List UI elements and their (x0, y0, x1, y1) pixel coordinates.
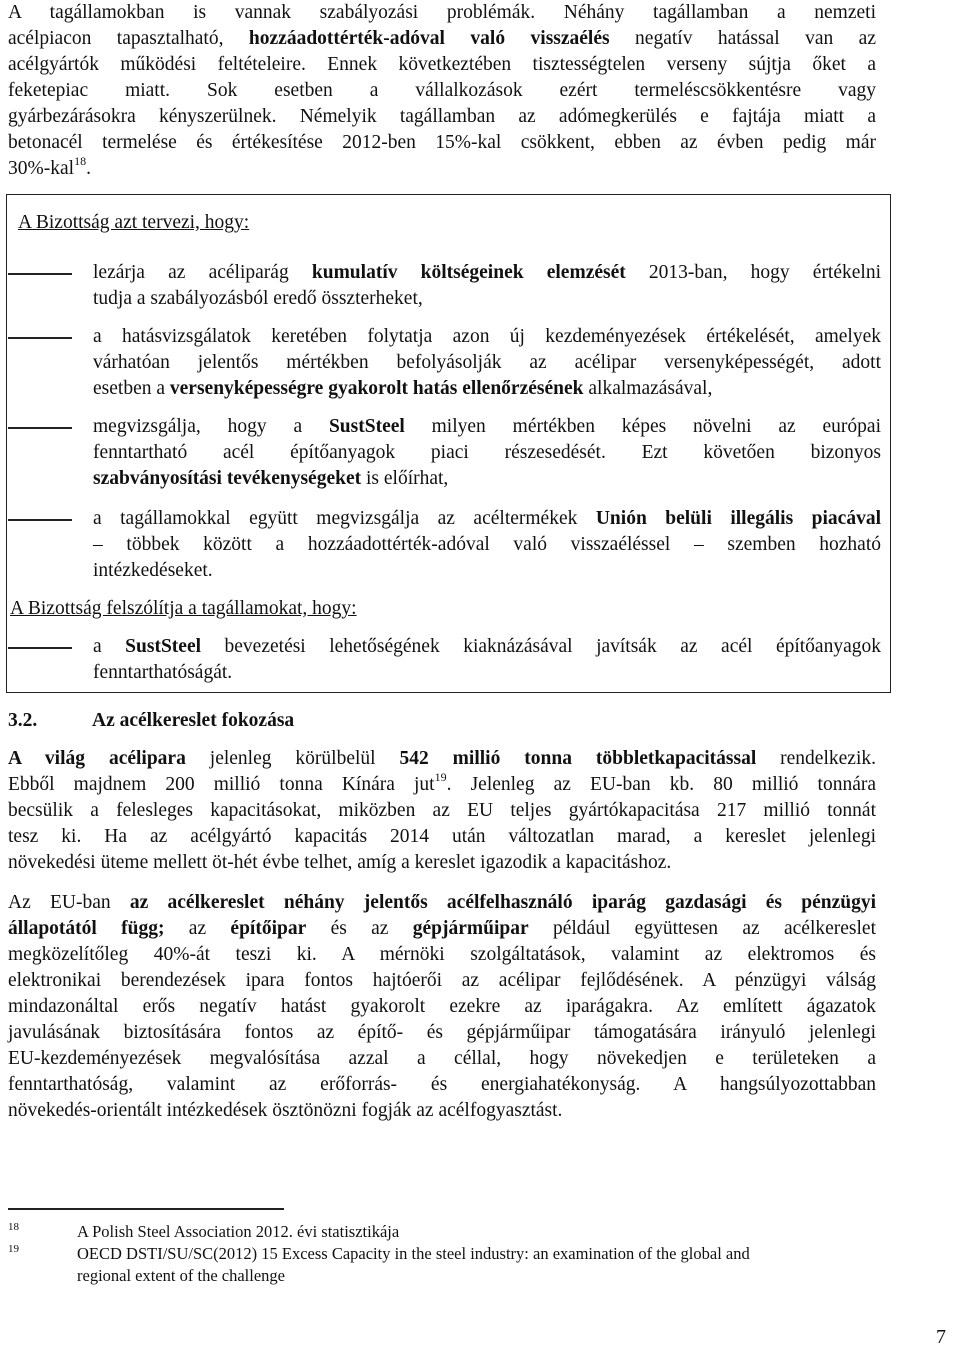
section-title (92, 708, 294, 734)
text: acélpiacon tapasztalható, (8, 28, 249, 49)
bullet-2-line-2 (93, 350, 881, 376)
emphasis-construction: építőipar (230, 918, 307, 939)
emphasis-competitiveness-check: versenyképességre gyakorolt hatás ellenőrzésének (169, 378, 584, 399)
footnote-ref-18[interactable]: 18 (74, 154, 87, 168)
dash-bullet-2 (8, 324, 72, 350)
emphasis-vat-abuse: hozzáadottérték-adóval való visszaélés (248, 28, 610, 49)
para2-line-9 (8, 1098, 562, 1124)
text: megközelítőleg 40%-át teszi ki. A mérnöki szolgáltatások, valamint az elektromos és (8, 944, 876, 965)
footnote-separator (8, 1208, 284, 1210)
box-heading-plans (18, 210, 249, 236)
bullet-3-line-2 (93, 440, 881, 466)
text: fenntarthatóság, valamint az erőforrás- és energiahatékonyság. A hangsúlyozottabban (8, 1074, 876, 1095)
bullet-3-line-1 (93, 414, 881, 440)
text: fenntarthatóságát. (93, 662, 233, 683)
dash-bullet-3 (8, 414, 72, 440)
footnote-19-text-line-1: OECD DSTI/SU/SC(2012) 15 Excess Capacity in the steel industry: an examination of the global and (77, 1244, 750, 1263)
intro-line-6 (8, 130, 876, 156)
text: növekedési üteme mellett öt-hét évbe telhet, amíg a kereslet igazodik a kapacitáshoz. (8, 852, 672, 873)
emphasis-overcapacity: 542 millió tonna többletkapacitással (399, 748, 757, 769)
intro-line-7 (8, 156, 91, 182)
box-heading-calls (10, 596, 357, 622)
text: 2013-ban, hogy értékelni (625, 262, 881, 283)
text: és az (306, 918, 413, 939)
para2-line-8 (8, 1072, 876, 1098)
text: A Bizottság felszólítja a tagállamokat, hogy: (10, 598, 357, 619)
text: A tagállamokban is vannak szabályozási problémák. Néhány tagállamban a nemzeti (8, 2, 876, 23)
bullet-4-line-1 (93, 506, 881, 532)
intro-line-4 (8, 78, 876, 104)
footnote-18-text: A Polish Steel Association 2012. évi statisztikája (77, 1222, 400, 1241)
bullet-2-line-1 (93, 324, 881, 350)
text: acélgyártók működési feltételeire. Ennek következtében tisztességtelen verseny sújtja őket a (8, 54, 876, 75)
text: 30%-kal (8, 158, 75, 179)
emphasis-suststeel: SustSteel (328, 416, 405, 437)
dash-bullet-1 (8, 260, 72, 286)
bullet-4-line-2 (93, 532, 881, 558)
text: az (164, 918, 231, 939)
dash-bullet-5 (8, 634, 72, 660)
text: EU-kezdeményezések megvalósítása azzal a céllal, hogy növekedjen e területeken a (8, 1048, 876, 1069)
intro-line-2 (8, 26, 876, 52)
emphasis-illegal-market: Unión belüli illegális piacával (595, 508, 881, 529)
text: javulásának biztosítására fontos az építő- és gépjárműipar támogatására irányuló jelenlegi (8, 1022, 876, 1043)
bullet-5-line-1 (93, 634, 881, 660)
text: a tagállamokkal együtt megvizsgálja az acéltermékek (93, 508, 596, 529)
text: például együttesen az acélkereslet (528, 918, 876, 939)
text: a hatásvizsgálatok keretében folytatja azon új kezdeményezések értékelését, amelyek (93, 326, 881, 347)
text: Az acélkereslet fokozása (92, 710, 295, 731)
text: 3.2. (8, 710, 38, 731)
text: . (86, 158, 91, 179)
bullet-1-line-1 (93, 260, 881, 286)
bullet-2-line-3 (93, 376, 712, 402)
text: . Jelenleg az EU-ban kb. 80 millió tonnára (446, 774, 876, 795)
text: tudja a szabályozásból eredő összterheket, (93, 288, 423, 309)
para2-line-5 (8, 994, 876, 1020)
text: betonacél termelése és értékesítése 2012-ben 15%-kal csökkent, ebben az évben pedig már (8, 132, 876, 153)
text: becsülik a felesleges kapacitásokat, miközben az EU teljes gyártókapacitása 217 millió tonnát (8, 800, 876, 821)
section-number (8, 708, 37, 734)
intro-line-3 (8, 52, 876, 78)
footnote-mark-18: 18 (8, 1221, 19, 1233)
text: lezárja az acélipar (93, 262, 271, 283)
text: a (93, 636, 126, 657)
footnote-ref-19[interactable]: 19 (434, 770, 447, 784)
intro-line-1 (8, 0, 876, 26)
dash-bullet-4 (8, 506, 72, 532)
text: negatív hatással van az (609, 28, 876, 49)
para1-line-4 (8, 824, 876, 850)
bullet-1-line-2 (93, 286, 423, 312)
text: esetben a (93, 378, 170, 399)
para2-line-4 (8, 968, 876, 994)
text: alkalmazásával, (583, 378, 713, 399)
emphasis-world-steel: A világ acélipara (8, 748, 186, 769)
intro-line-5 (8, 104, 876, 130)
text: A Bizottság azt tervezi, hogy: (18, 212, 250, 233)
text: ág (270, 262, 312, 283)
emphasis-automotive: gépjárműipar (412, 918, 529, 939)
text: rendelkezik. (756, 748, 876, 769)
text: megvizsgálja, hogy a (93, 416, 329, 437)
emphasis-standardisation: szabványosítási tevékenységeket (93, 468, 362, 489)
text: feketepiac miatt. Sok esetben a vállalkozások ezért termeléscsökkentésre vagy (8, 80, 876, 101)
text: bevezetési lehetőségének kiaknázásával javítsák az acél építőanyagok (201, 636, 881, 657)
para1-line-2 (8, 772, 876, 798)
text: várhatóan jelentős mértékben befolyásolják az acélipar versenyképességét, adott (93, 352, 881, 373)
text: jelenleg körülbelül (185, 748, 400, 769)
text: intézkedéseket. (93, 560, 213, 581)
text: elektronikai berendezések ipara fontos hajtóerői az acélipar fejlődésének. A pénzügyi válság (8, 970, 876, 991)
para2-line-1 (8, 890, 876, 916)
bullet-3-line-3 (93, 466, 448, 492)
para1-line-5 (8, 850, 671, 876)
para1-line-3 (8, 798, 876, 824)
bullet-4-line-3 (93, 558, 213, 584)
text: – többek között a hozzáadottérték-adóval való visszaéléssel – szemben hozható (93, 534, 881, 555)
text: Ebből majdnem 200 millió tonna Kínára jut (8, 774, 435, 795)
footnote-19-text-line-2: regional extent of the challenge (77, 1266, 285, 1285)
emphasis-cumulative-cost: kumulatív költségeinek elemzését (311, 262, 626, 283)
para2-line-2 (8, 916, 876, 942)
para2-line-7 (8, 1046, 876, 1072)
para1-line-1 (8, 746, 876, 772)
text: fenntartható acél építőanyagok piaci részesedését. Ezt követően bizonyos (93, 442, 881, 463)
para2-line-6 (8, 1020, 876, 1046)
bullet-5-line-2 (93, 660, 232, 686)
text: is előírhat, (361, 468, 449, 489)
page-number: 7 (936, 1326, 946, 1348)
text: milyen mértékben képes növelni az európai (404, 416, 881, 437)
para2-line-3 (8, 942, 876, 968)
text: mindazonáltal erős negatív hatást gyakorolt ezekre az iparágakra. Az említett ágazatok (8, 996, 876, 1017)
text: növekedés-orientált intézkedések ösztönözni fogják az acélfogyasztást. (8, 1100, 563, 1121)
emphasis-demand-dependence-2: állapotától függ; (8, 918, 165, 939)
emphasis-suststeel-2: SustSteel (125, 636, 202, 657)
text: tesz ki. Ha az acélgyártó kapacitás 2014 után változatlan marad, a kereslet jelenlegi (8, 826, 876, 847)
text: Az EU-ban (8, 892, 130, 913)
text: gyárbezárásokra kényszerülnek. Némelyik tagállamban az adómegkerülés e fajtája miatt a (8, 106, 876, 127)
footnote-mark-19: 19 (8, 1243, 19, 1255)
emphasis-demand-dependence: az acélkereslet néhány jelentős acélfelhasználó iparág gazdasági és pénzügyi (129, 892, 876, 913)
